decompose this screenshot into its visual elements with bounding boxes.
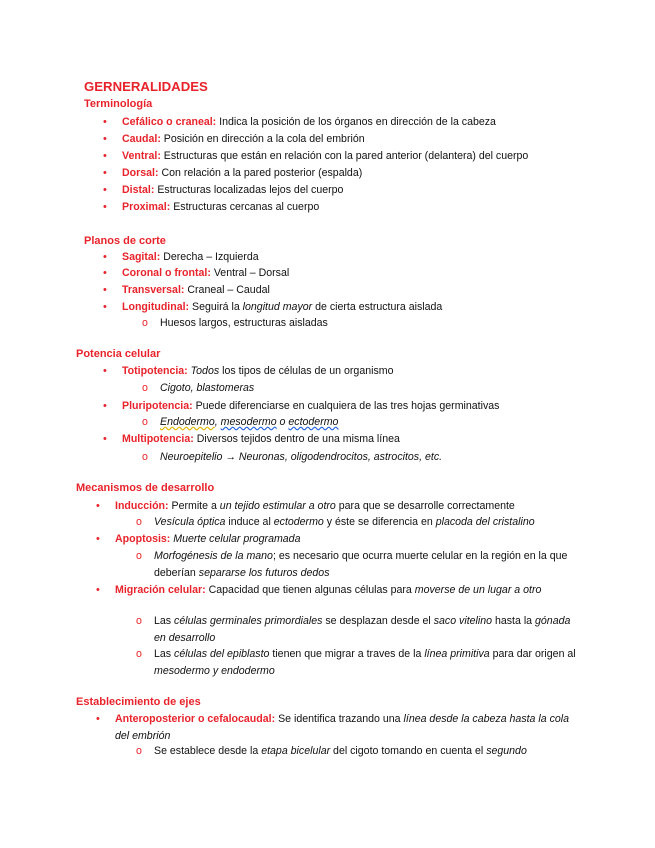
bullet-icon: • [103,251,107,263]
list-item: • Coronal o frontal: Ventral – Dorsal [122,265,592,282]
list-item: • Distal: Estructuras localizadas lejos del cuerpo [122,182,592,199]
sub-list-item: o Las células germinales primordiales se desplazan desde el saco vitelino hasta la gónada en desarrollo [136,615,571,644]
sub-list-item: o Las células del epiblasto tienen que migrar a traves de la línea primitiva para dar origen al mesodermo y endodermo [136,648,576,677]
list-item: • Caudal: Posición en dirección a la cola del embrión [122,131,592,148]
sub-bullet-icon: o [142,451,148,463]
sub-bullet-icon: o [136,550,142,562]
section-heading-planos: Planos de corte [84,235,166,247]
sub-bullet-icon: o [136,615,142,627]
bullet-icon: • [96,713,100,725]
bullet-icon: • [103,365,107,377]
bullet-icon: • [103,433,107,445]
list-item: • Sagital: Derecha – Izquierda [122,249,592,266]
list-item: • Inducción: Permite a un tejido estimular a otro para que se desarrolle correctamente [115,498,585,515]
bullet-icon: • [103,400,107,412]
list-item: • Proximal: Estructuras cercanas al cuerpo [122,199,592,216]
bullet-icon: • [96,584,100,596]
sub-bullet-icon: o [136,516,142,528]
sub-list-item: o Cigoto, blastomeras [160,380,590,397]
section-heading-mecanismos: Mecanismos de desarrollo [76,482,215,494]
sub-bullet-icon: o [142,317,148,329]
bullet-icon: • [103,116,107,128]
sub-list-item: o Vesícula óptica induce al ectodermo y éste se diferencia en placoda del cristalino [154,514,594,531]
section-heading-potencia: Potencia celular [76,348,161,360]
list-item: • Anteroposterior o cefalocaudal: Se identifica trazando una línea desde la cabeza hasta la cola del embrión [96,713,570,742]
document-title: GERNERALIDADES [84,79,208,94]
sub-bullet-icon: o [142,382,148,394]
bullet-icon: • [103,301,107,313]
list-item: • Longitudinal: Seguirá la longitud mayor de cierta estructura aislada [122,299,592,316]
list-item: • Ventral: Estructuras que están en relación con la pared anterior (delantera) del cuerpo [122,148,592,165]
sub-list-item: o Endodermo, mesodermo o ectodermo [160,414,590,431]
bullet-icon: • [103,167,107,179]
sub-list-item: o Huesos largos, estructuras aisladas [160,315,590,332]
section-heading-terminologia: Terminología [84,98,153,110]
sub-bullet-icon: o [136,745,142,757]
bullet-icon: • [103,284,107,296]
section-heading-ejes: Establecimiento de ejes [76,696,201,708]
bullet-icon: • [96,500,100,512]
sub-bullet-icon: o [142,416,148,428]
list-item: • Transversal: Craneal – Caudal [122,282,592,299]
bullet-icon: • [96,533,100,545]
sub-list-item: o Morfogénesis de la mano; es necesario que ocurra muerte celular en la región en la que deberían separarse los futuros dedos [136,550,568,579]
list-item: • Cefálico o craneal: Indica la posición de los órganos en dirección de la cabeza [122,114,592,131]
list-item: • Apoptosis: Muerte celular programada [115,531,585,548]
sub-list-item: o Se establece desde la etapa bicelular del cigoto tomando en cuenta el segundo [154,743,584,760]
list-item: • Migración celular: Capacidad que tienen algunas células para moverse de un lugar a otro [115,582,565,599]
sub-bullet-icon: o [136,648,142,660]
list-item: • Multipotencia: Diversos tejidos dentro de una misma línea [122,431,592,448]
sub-list-item: o Neuroepitelio → Neuronas, oligodendrocitos, astrocitos, etc. [160,449,590,466]
list-item: • Totipotencia: Todos los tipos de células de un organismo [122,363,592,380]
bullet-icon: • [103,267,107,279]
bullet-icon: • [103,184,107,196]
bullet-icon: • [103,133,107,145]
bullet-icon: • [103,150,107,162]
list-item: • Pluripotencia: Puede diferenciarse en cualquiera de las tres hojas germinativas [122,398,592,415]
list-item: • Dorsal: Con relación a la pared posterior (espalda) [122,165,592,182]
bullet-icon: • [103,201,107,213]
